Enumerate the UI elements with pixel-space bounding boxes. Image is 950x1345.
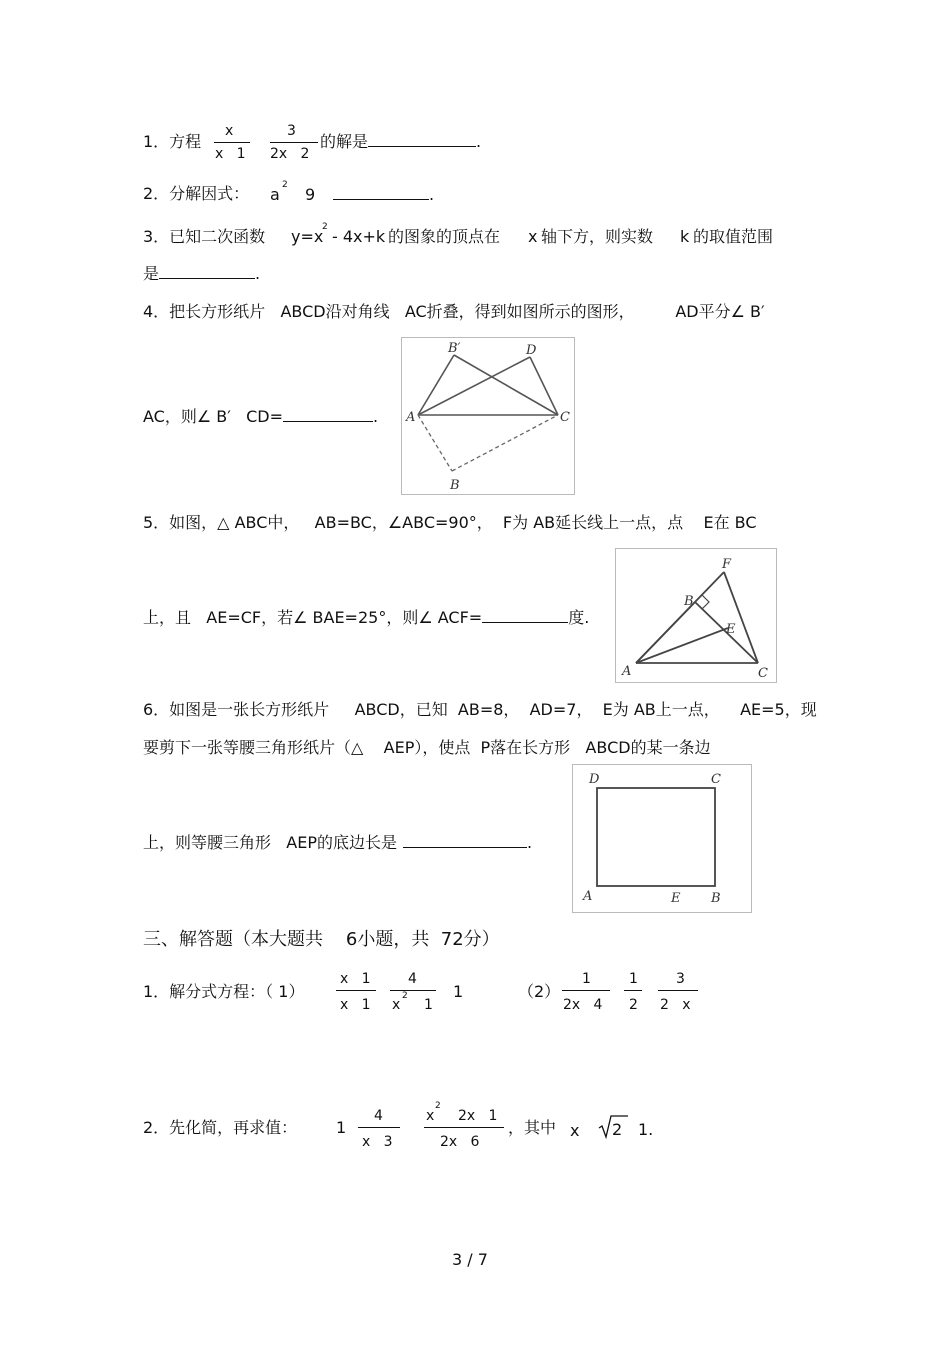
q6-label-d: D <box>589 772 600 787</box>
s2-x: x <box>570 1121 580 1140</box>
q6-label-c: C <box>711 772 721 787</box>
q4-label-c: C <box>560 410 570 425</box>
s1-f1-num: x 1 <box>340 971 371 987</box>
q3-expr-b: - 4x+k <box>332 227 386 246</box>
s1-g1-num: 1 <box>582 971 591 987</box>
s1-f1-den: x 1 <box>340 997 371 1013</box>
q2-rest: 9 <box>305 185 316 204</box>
s1-g2-num: 1 <box>629 971 638 987</box>
s1-rhs: 1 <box>453 982 464 1001</box>
q6-line1: 6．如图是一张长方形纸片 ABCD，已知 AB=8， AD=7， E为 AB上一点， AE=5，现 <box>143 700 817 719</box>
s1-f2-den-base: x <box>392 997 401 1013</box>
q3-lead: 3．已知二次函数 <box>143 227 266 246</box>
s1-f2-bar <box>390 990 436 991</box>
page-number: 3 / 7 <box>452 1250 488 1269</box>
section-title: 三、解答题（本大题共 6小题，共 72分） <box>143 929 500 950</box>
s1-g3-num: 3 <box>676 971 685 987</box>
s2-h2-bar <box>424 1127 504 1128</box>
q4-label-a: A <box>406 410 416 425</box>
s2-h2-num-base: x <box>426 1108 435 1124</box>
s2-h1-bar <box>358 1127 400 1128</box>
q1-frac1-den: x 1 <box>215 146 246 162</box>
q2-blank: . <box>333 185 434 205</box>
q1-frac2-den: 2x 2 <box>270 146 310 162</box>
q3-exp: 2 <box>322 222 328 232</box>
q6-label-a: A <box>583 889 593 904</box>
q3-expr-a: y=x <box>291 227 324 246</box>
q1-frac1-num: x <box>225 123 234 139</box>
s1-g1-bar <box>562 990 610 991</box>
q2-base: a <box>270 185 280 204</box>
s1-f1-bar <box>336 990 376 991</box>
s1-f2-den-exp: 2 <box>402 991 408 1001</box>
q1-prefix: 1．方程 <box>143 132 202 151</box>
q5-label-e: E <box>726 622 736 637</box>
s1-g2-den: 2 <box>629 997 638 1013</box>
q4-label-b-prime: B′ <box>448 341 461 356</box>
q5-label-f: F <box>722 557 732 572</box>
s1-g2-bar <box>624 990 642 991</box>
s1-f2-den-rest: 1 <box>424 997 433 1013</box>
s2-mid: ，其中 <box>508 1118 557 1137</box>
s2-tail: 1. <box>638 1120 654 1139</box>
s2-h2-den: 2x 6 <box>440 1134 480 1150</box>
q3-k: k <box>680 227 690 246</box>
s2-h1-num: 4 <box>374 1108 383 1124</box>
q2-prefix: 2．分解因式： <box>143 184 250 203</box>
q6-label-e: E <box>671 891 681 906</box>
q4-line2: AC，则∠ B′ CD= . <box>143 407 379 426</box>
s1-g3-den: 2 x <box>660 997 691 1013</box>
q4-line1: 4．把长方形纸片 ABCD沿对角线 AC折叠，得到如图所示的图形， AD平分∠ B′ <box>143 302 765 321</box>
s1-part2: （2） <box>518 982 561 1001</box>
q1-frac2-bar <box>270 142 318 143</box>
s2-one: 1 <box>336 1118 347 1137</box>
q5-label-c: C <box>758 666 768 681</box>
s1-g3-bar <box>658 990 698 991</box>
q3-mid: 的图象的顶点在 <box>388 227 501 246</box>
s1-prefix: 1．解分式方程：（ 1） <box>143 982 305 1001</box>
s2-sqrt-arg: 2 <box>612 1120 623 1139</box>
q4-label-b: B <box>450 478 460 493</box>
q5-label-b: B <box>684 594 694 609</box>
q1-suffix: 的解是 . <box>320 132 482 151</box>
q3-line2: 是 . <box>143 264 261 283</box>
s1-g1-den: 2x 4 <box>563 997 603 1013</box>
q4-figure <box>401 337 575 495</box>
q3-mid2: 轴下方，则实数 <box>541 227 654 246</box>
q1-frac2-num: 3 <box>287 123 296 139</box>
q6-figure <box>572 764 752 913</box>
q1-frac1-bar <box>214 142 250 143</box>
s2-prefix: 2．先化简，再求值： <box>143 1118 298 1137</box>
s2-h2-num-exp: 2 <box>435 1101 441 1111</box>
s2-h2-num-rest: 2x 1 <box>458 1108 498 1124</box>
s2-h1-den: x 3 <box>362 1134 393 1150</box>
q5-line2: 上，且 AE=CF，若∠ BAE=25°，则∠ ACF= 度. <box>143 608 590 627</box>
q6-line3: 上，则等腰三角形 AEP的底边长是 . <box>143 833 533 852</box>
s1-f2-num: 4 <box>408 971 417 987</box>
q5-label-a: A <box>622 664 632 679</box>
q3-tail: 的取值范围 <box>693 227 774 246</box>
q5-line1: 5．如图，△ ABC中， AB=BC，∠ABC=90°， F为 AB延长线上一点，点 E在 BC <box>143 513 757 532</box>
q3-x: x <box>528 227 538 246</box>
q6-line2: 要剪下一张等腰三角形纸片（△ AEP），使点 P落在长方形 ABCD的某一条边 <box>143 738 711 757</box>
q4-label-d: D <box>526 343 537 358</box>
q6-label-b: B <box>711 891 721 906</box>
q5-figure <box>615 548 777 683</box>
q2-exp: 2 <box>282 180 288 190</box>
